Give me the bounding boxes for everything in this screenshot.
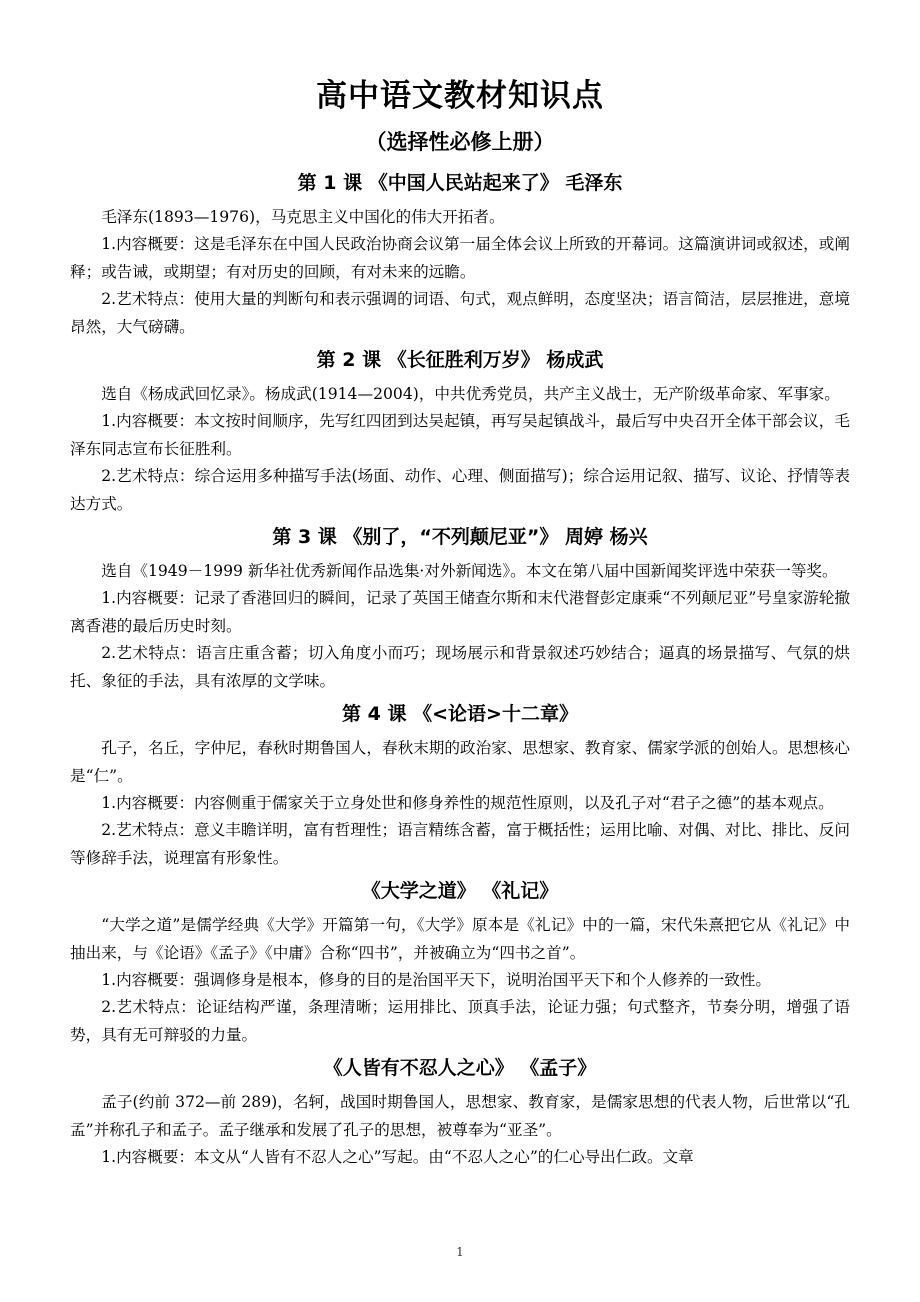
lesson-paragraph: 1.内容概要：本文按时间顺序，先写红四团到达吴起镇，再写吴起镇战斗，最后写中央召开全体干部会议，毛泽东同志宣布长征胜利。 (70, 412, 850, 458)
lesson-section (70, 1053, 850, 1171)
lesson-paragraph: 毛泽东(1893—1976)，马克思主义中国化的伟大开拓者。 (101, 208, 505, 226)
lesson-heading: 第 2 课 《长征胜利万岁》 杨成武 (316, 349, 604, 372)
lesson-section (70, 522, 850, 695)
lesson-paragraph: 1.内容概要：强调修身是根本，修身的目的是治国平天下，说明治国平天下和个人修养的一致性。 (101, 970, 772, 989)
lesson-paragraph: 1.内容概要：这是毛泽东在中国人民政治协商会议第一届全体会议上所致的开幕词。这篇演讲词或叙述，或阐释；或告诫，或期望；有对历史的回顾，有对未来的远瞻。 (70, 235, 850, 281)
page-number: 1 (456, 1245, 464, 1259)
lesson-paragraph: 2.艺术特点：论证结构严谨，条理清晰；运用排比、顶真手法，论证力强；句式整齐，节奏分明，增强了语势，具有无可辩驳的力量。 (70, 998, 850, 1044)
lesson-paragraph: 1.内容概要：记录了香港回归的瞬间，记录了英国王储查尔斯和末代港督彭定康乘“不列颠尼亚”号皇家游轮撤离香港的最后历史时刻。 (70, 589, 850, 635)
lesson-heading: 《人皆有不忍人之心》 《孟子》 (323, 1057, 597, 1080)
lesson-paragraph: “大学之道”是儒学经典《大学》开篇第一句，《大学》原本是《礼记》中的一篇，宋代朱熹把它从《礼记》中抽出来，与《论语》《孟子》《中庸》合称“四书”，并被确立为“四书之首”。 (70, 916, 850, 962)
document-title: 高中语文教材知识点 (316, 78, 604, 114)
lesson-paragraph: 2.艺术特点：使用大量的判断句和表示强调的词语、句式，观点鲜明，态度坚决；语言简洁，层层推进，意境昂然，大气磅礴。 (70, 290, 850, 336)
lesson-section (70, 876, 850, 1049)
lesson-paragraph: 2.艺术特点：语言庄重含蓄；切入角度小而巧；现场展示和背景叙述巧妙结合；逼真的场景描写、气氛的烘托、象征的手法，具有浓厚的文学味。 (70, 644, 850, 690)
lesson-section (70, 345, 850, 518)
lesson-heading: 第 3 课 《别了，“不列颠尼亚”》 周婷 杨兴 (272, 526, 648, 549)
lesson-paragraph: 1.内容概要：本文从“人皆有不忍人之心”写起。由“不忍人之心”的仁心导出仁政。文章 (101, 1147, 694, 1166)
lesson-paragraph: 2.艺术特点：综合运用多种描写手法(场面、动作、心理、侧面描写)；综合运用记叙、描写、议论、抒情等表达方式。 (70, 467, 850, 513)
document-subtitle: （选择性必修上册） (365, 130, 555, 154)
lesson-heading: 《大学之道》 《礼记》 (361, 880, 559, 903)
lesson-paragraph: 选自《1949－1999 新华社优秀新闻作品选集·对外新闻选》。本文在第八届中国新闻奖评选中荣获一等奖。 (101, 562, 838, 581)
lesson-section (70, 699, 850, 872)
lesson-paragraph: 2.艺术特点：意义丰瞻详明，富有哲理性；语言精练含蓄，富于概括性；运用比喻、对偶、对比、排比、反问等修辞手法，说理富有形象性。 (70, 821, 850, 867)
lesson-paragraph: 选自《杨成武回忆录》。杨成武(1914—2004)，中共优秀党员，共产主义战士，无产阶级革命家、军事家。 (101, 385, 840, 404)
lesson-paragraph: 1.内容概要：内容侧重于儒家关于立身处世和修身养性的规范性原则，以及孔子对“君子之德”的基本观点。 (101, 793, 834, 812)
lesson-paragraph: 孟子(约前 372—前 289)，名轲，战国时期鲁国人，思想家、教育家，是儒家思想的代表人物，后世常以“孔孟”并称孔子和孟子。孟子继承和发展了孔子的思想，被尊奉为“亚圣”。 (70, 1093, 850, 1139)
lesson-heading: 第 1 课 《中国人民站起来了》 毛泽东 (297, 172, 623, 194)
lesson-heading: 第 4 课 《<论语>十二章》 (342, 703, 578, 726)
lesson-section (70, 168, 850, 341)
lesson-paragraph: 孔子，名丘，字仲尼，春秋时期鲁国人，春秋末期的政治家、思想家、教育家、儒家学派的创始人。思想核心是“仁”。 (70, 739, 850, 785)
